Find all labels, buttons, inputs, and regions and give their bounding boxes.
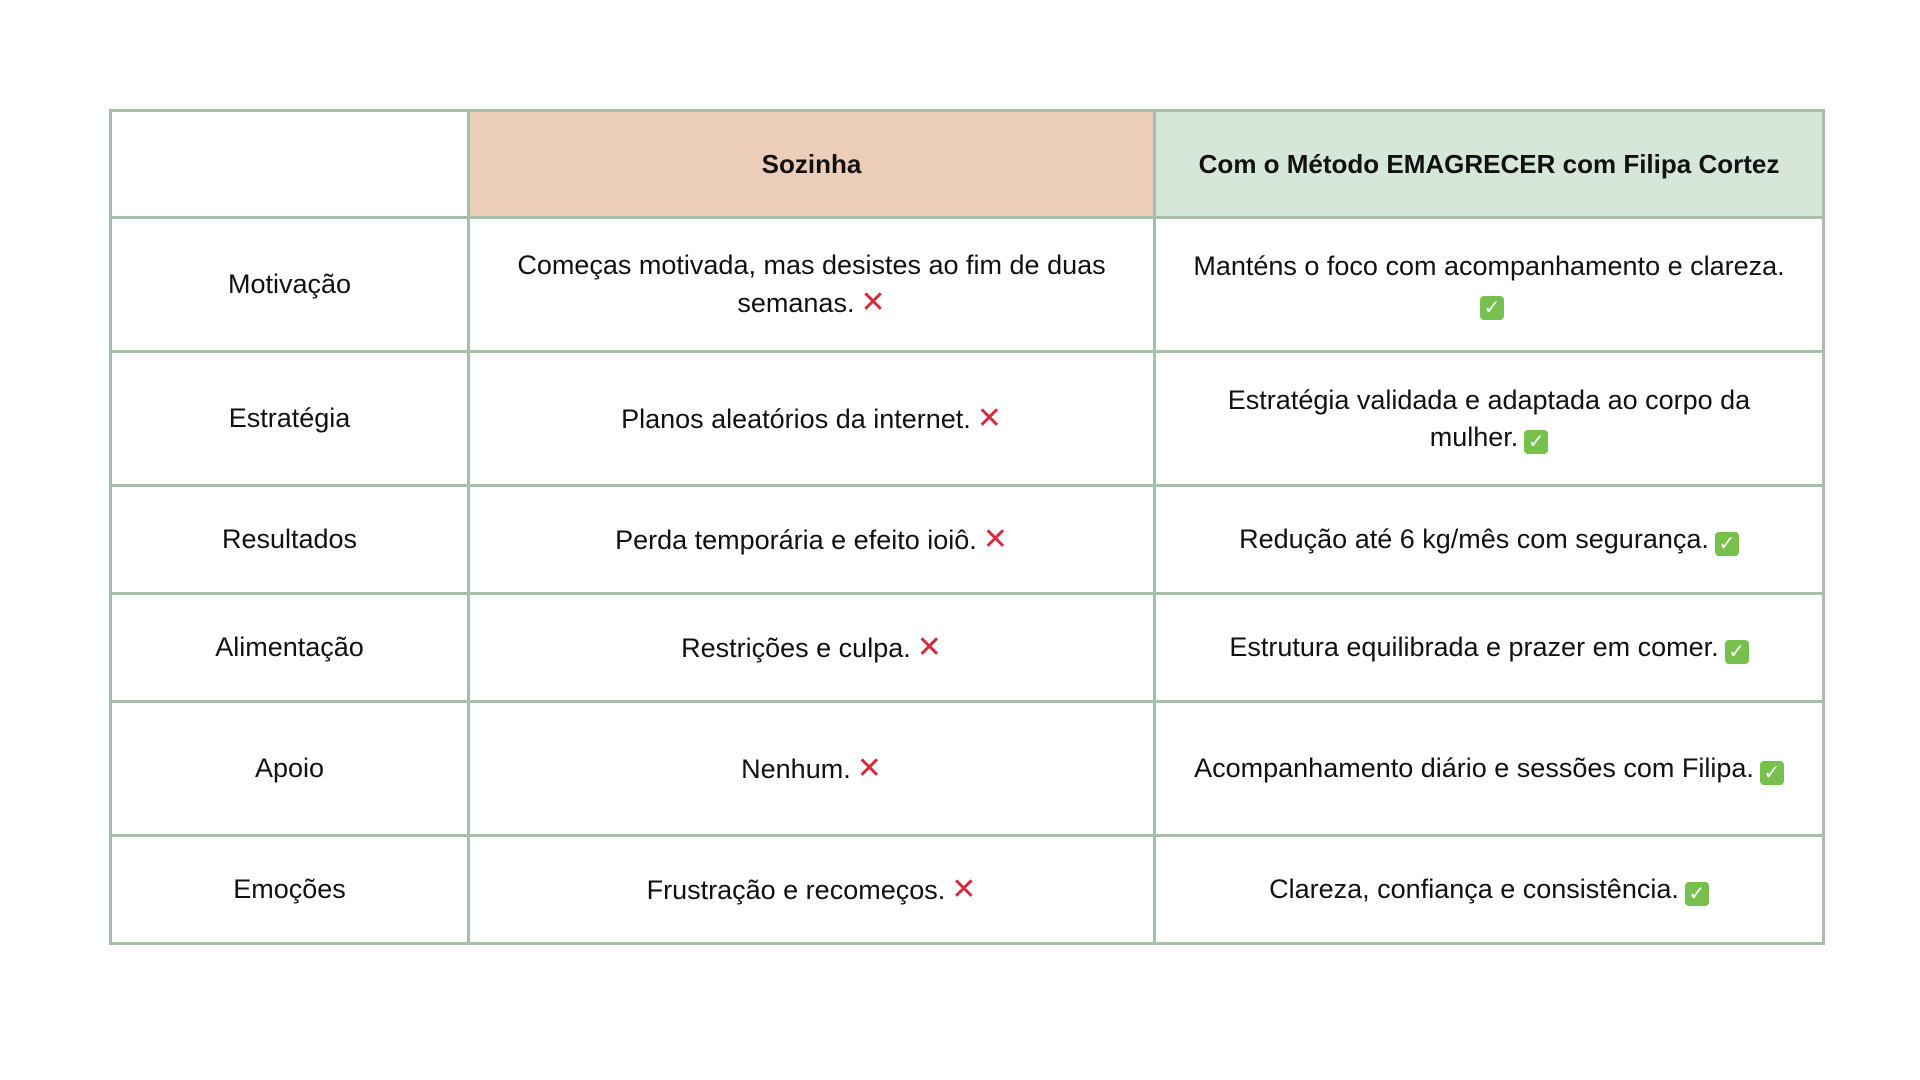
alone-cell <box>469 352 1155 486</box>
row-label-emocoes: Emoções <box>111 836 469 944</box>
table-row <box>111 352 1824 486</box>
method-text: Clareza, confiança e consistência. <box>1269 874 1679 904</box>
method-cell <box>1155 836 1824 944</box>
alone-text: Planos aleatórios da internet. <box>621 403 971 434</box>
method-text: Acompanhamento diário e sessões com Filipa. <box>1194 753 1754 783</box>
table-header-row <box>111 111 1824 218</box>
cross-mark-icon: ✕ <box>860 286 886 319</box>
table-row <box>111 836 1824 944</box>
check-mark-icon: ✓ <box>1480 296 1504 320</box>
cross-mark-icon: ✕ <box>976 401 1002 435</box>
alone-cell <box>469 836 1155 944</box>
comparison-table-container <box>109 109 1822 945</box>
row-label-apoio: Apoio <box>111 702 469 836</box>
alone-text: Frustração e recomeços. <box>646 874 946 905</box>
header-alone: Sozinha <box>469 111 1155 218</box>
row-label-motivacao: Motivação <box>111 218 469 352</box>
row-label-estrategia: Estratégia <box>111 352 469 486</box>
check-mark-icon: ✓ <box>1725 640 1749 664</box>
method-cell <box>1155 594 1824 702</box>
alone-text: Restrições e culpa. <box>681 632 911 663</box>
alone-cell <box>469 702 1155 836</box>
table-row <box>111 218 1824 352</box>
table-row <box>111 486 1824 594</box>
cross-mark-icon: ✕ <box>951 872 977 906</box>
alone-text: Perda temporária e efeito ioiô. <box>615 524 977 555</box>
row-label-alimentacao: Alimentação <box>111 594 469 702</box>
check-mark-icon: ✓ <box>1760 761 1784 785</box>
check-mark-icon: ✓ <box>1685 882 1709 906</box>
method-cell <box>1155 352 1824 486</box>
method-cell <box>1155 486 1824 594</box>
comparison-table <box>109 109 1825 945</box>
alone-cell <box>469 486 1155 594</box>
method-text: Manténs o foco com acompanhamento e clareza. <box>1193 250 1785 281</box>
method-text: Redução até 6 kg/mês com segurança. <box>1239 524 1709 554</box>
alone-cell <box>469 594 1155 702</box>
check-mark-icon: ✓ <box>1715 532 1739 556</box>
header-method: Com o Método EMAGRECER com Filipa Cortez <box>1155 111 1824 218</box>
table-row <box>111 702 1824 836</box>
header-empty-cell <box>111 111 469 218</box>
cross-mark-icon: ✕ <box>856 751 882 785</box>
alone-cell <box>469 218 1155 352</box>
table-row <box>111 594 1824 702</box>
method-text: Estrutura equilibrada e prazer em comer. <box>1229 632 1719 662</box>
alone-text: Nenhum. <box>741 753 851 784</box>
alone-text: Começas motivada, mas desistes ao fim de duas semanas. <box>517 250 1106 318</box>
method-text: Estratégia validada e adaptada ao corpo da mulher. <box>1227 384 1751 452</box>
row-label-resultados: Resultados <box>111 486 469 594</box>
method-cell <box>1155 218 1824 352</box>
cross-mark-icon: ✕ <box>982 522 1008 556</box>
method-cell <box>1155 702 1824 836</box>
cross-mark-icon: ✕ <box>916 630 942 664</box>
check-mark-icon: ✓ <box>1524 430 1548 454</box>
